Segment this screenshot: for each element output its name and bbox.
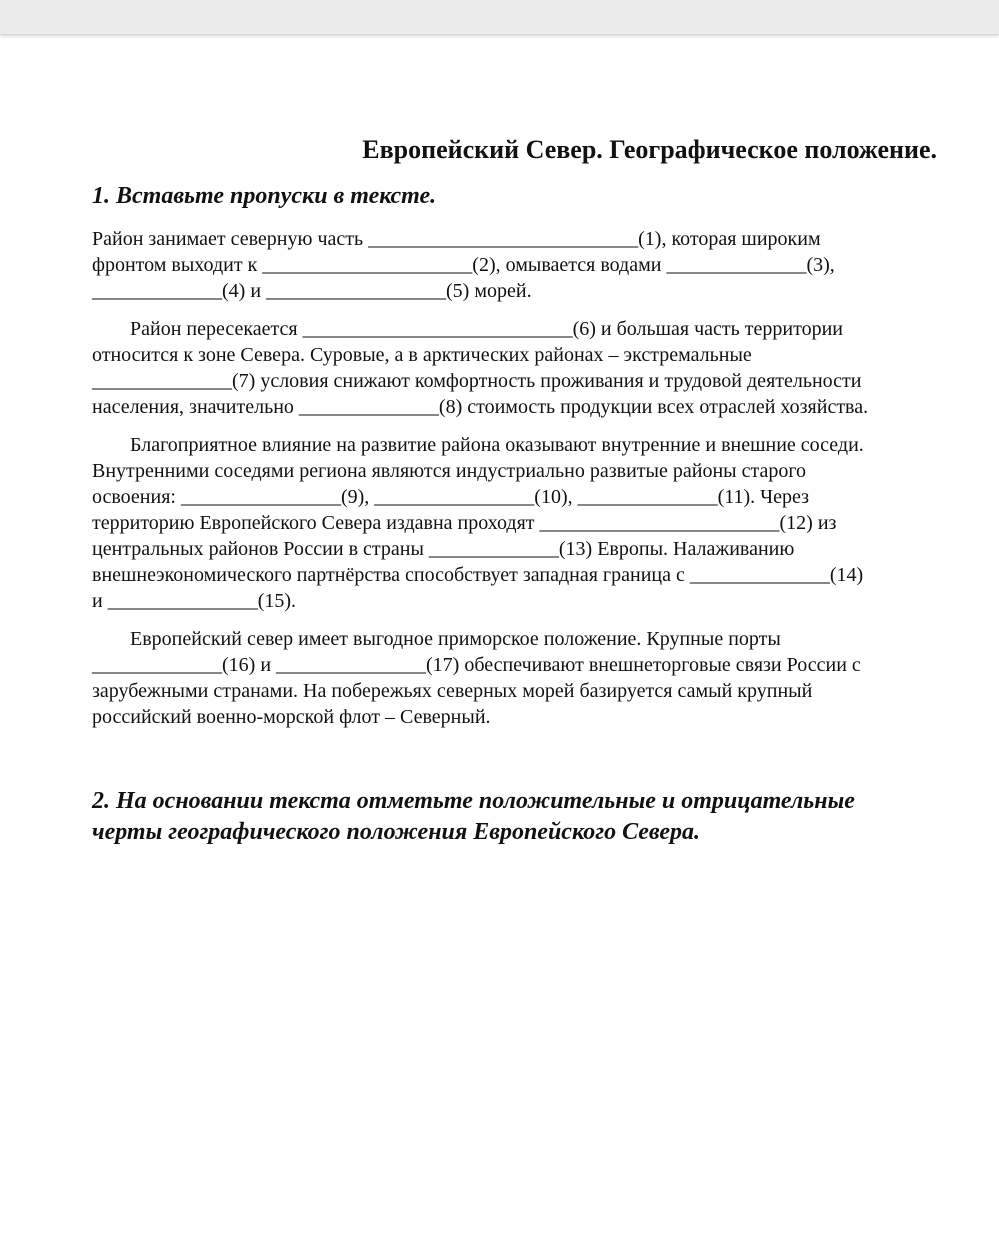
text-line: зарубежными странами. На побережьях северных морей базируется самый крупный bbox=[92, 680, 813, 702]
heading-line: черты географического положения Европейского Севера. bbox=[92, 819, 700, 845]
text-line-content: Европейский север имеет выгодное приморское положение. Крупные порты bbox=[130, 628, 781, 650]
text-line: внешнеэкономического партнёрства способствует западная граница с ______________(14) bbox=[92, 564, 864, 586]
task1-paragraph-4 bbox=[92, 626, 937, 730]
text-line: освоения: ________________(9), ________________(10), ______________(11). Через bbox=[92, 486, 810, 508]
viewer-toolbar bbox=[0, 0, 999, 35]
text-line: Внутренними соседями региона являются индустриально развитые районы старого bbox=[92, 460, 807, 482]
document-page bbox=[92, 134, 937, 848]
text-line: _____________(4) и __________________(5) морей. bbox=[92, 280, 532, 302]
text-line: ______________(7) условия снижают комфортность проживания и трудовой деятельности bbox=[92, 370, 862, 392]
task1-paragraph-2 bbox=[92, 316, 937, 420]
task2-heading bbox=[92, 786, 937, 848]
text-line bbox=[92, 432, 937, 458]
document-title: Европейский Север. Географическое положение. bbox=[362, 135, 937, 164]
text-line-content: Район пересекается ___________________________(6) и большая часть территории bbox=[130, 318, 843, 340]
text-line bbox=[92, 316, 937, 342]
text-line: Район занимает северную часть ___________________________(1), которая широким bbox=[92, 228, 821, 250]
text-line: российский военно-морской флот – Северный. bbox=[92, 706, 491, 728]
task1-heading: 1. Вставьте пропуски в тексте. bbox=[92, 183, 437, 209]
text-line: населения, значительно ______________(8) стоимость продукции всех отраслей хозяйства. bbox=[92, 396, 869, 418]
text-line bbox=[92, 626, 937, 652]
text-line: территорию Европейского Севера издавна проходят ________________________(12) из bbox=[92, 512, 837, 534]
text-line: относится к зоне Севера. Суровые, а в арктических районах – экстремальные bbox=[92, 344, 752, 366]
task1-paragraph-1 bbox=[92, 226, 937, 304]
text-line-content: Благоприятное влияние на развитие района оказывают внутренние и внешние соседи. bbox=[130, 434, 864, 456]
task1-paragraph-3 bbox=[92, 432, 937, 614]
text-line: _____________(16) и _______________(17) обеспечивают внешнеторговые связи России с bbox=[92, 654, 861, 676]
text-line: и _______________(15). bbox=[92, 590, 297, 612]
text-line: центральных районов России в страны _____________(13) Европы. Налаживанию bbox=[92, 538, 795, 560]
heading-line: 2. На основании текста отметьте положительные и отрицательные bbox=[92, 788, 855, 814]
text-line: фронтом выходит к _____________________(2), омывается водами ______________(3), bbox=[92, 254, 835, 276]
